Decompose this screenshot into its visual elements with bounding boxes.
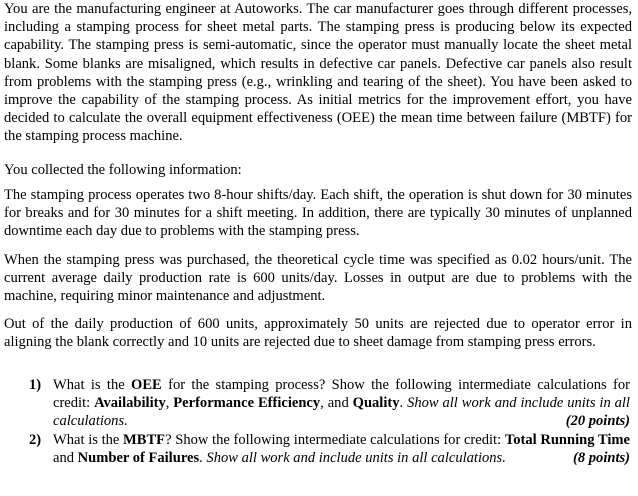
question-keyword: MBTF <box>123 432 166 448</box>
question-keyword: Number of Failures <box>77 450 200 467</box>
question-keyword: Availability <box>94 395 166 412</box>
question-points: (20 points) <box>565 413 630 430</box>
question-oee <box>29 376 631 431</box>
question-text: . <box>199 450 207 467</box>
question-text: for the stamping process? Show the following intermediate calculations for credit: <box>53 377 631 412</box>
question-text: What is the <box>53 377 132 393</box>
question-mbtf <box>29 431 630 467</box>
question-text: , and <box>320 395 353 412</box>
question-text: What is the <box>53 432 124 448</box>
question-instruction: Show all work and include units in all calculations. <box>53 395 630 430</box>
intro-paragraph-rejects: Out of the daily production of 600 units, approximately 50 units are rejected due to operator error in aligning the blank correctly and 10 units are rejected due to sheet damage from stamping press errors. <box>4 316 632 351</box>
intro-paragraph-shifts: The stamping process operates two 8-hour shifts/day. Each shift, the operation is shut down for 30 minutes for breaks and for 30 minutes for a shift meeting. In addition, there are typically 30 minutes of unplanned downtime each day due to problems with the stamping press. <box>4 187 632 240</box>
question-keyword: Total Running Time <box>504 432 630 448</box>
intro-paragraph-collected-info: You collected the following information: <box>4 162 242 178</box>
intro-paragraph-cycle-time: When the stamping press was purchased, the theoretical cycle time was specified as 0.02 hours/unit. The current average daily production rate is 600 units/day. Losses in output are due to problems with the machine, requiring minor maintenance and adjustment. <box>4 252 632 305</box>
question-number: 1) <box>29 377 42 393</box>
question-text: , <box>165 395 174 412</box>
question-points: (8 points) <box>573 450 630 467</box>
question-text: . <box>399 395 408 412</box>
question-instruction: Show all work and include units in all calculations. <box>206 450 506 467</box>
question-keyword: Quality <box>352 395 400 412</box>
question-number: 2) <box>29 432 42 448</box>
intro-paragraph-scenario: You are the manufacturing engineer at Autoworks. The car manufacturer goes through different processes, including a stamping process for sheet metal parts. The stamping press is producing below its expected capability. The stamping press is semi-automatic, since the operator must manually locate the sheet metal blank. Some blanks are misaligned, which results in defective car panels. Defective car panels also result from problems with the stamping press (e.g., wrinkling and tearing of the sheet). You have been asked to improve the capability of the stamping process. As initial metrics for the improvement effort, you have decided to calculate the overall equipment effectiveness (OEE) the mean time between failure (MBTF) for the stamping process machine. <box>4 1 632 145</box>
question-keyword: OEE <box>131 377 162 393</box>
question-keyword: Performance Efficiency <box>173 395 321 412</box>
question-text: ? Show the following intermediate calculations for credit: <box>165 432 505 448</box>
question-text: and <box>53 450 78 467</box>
